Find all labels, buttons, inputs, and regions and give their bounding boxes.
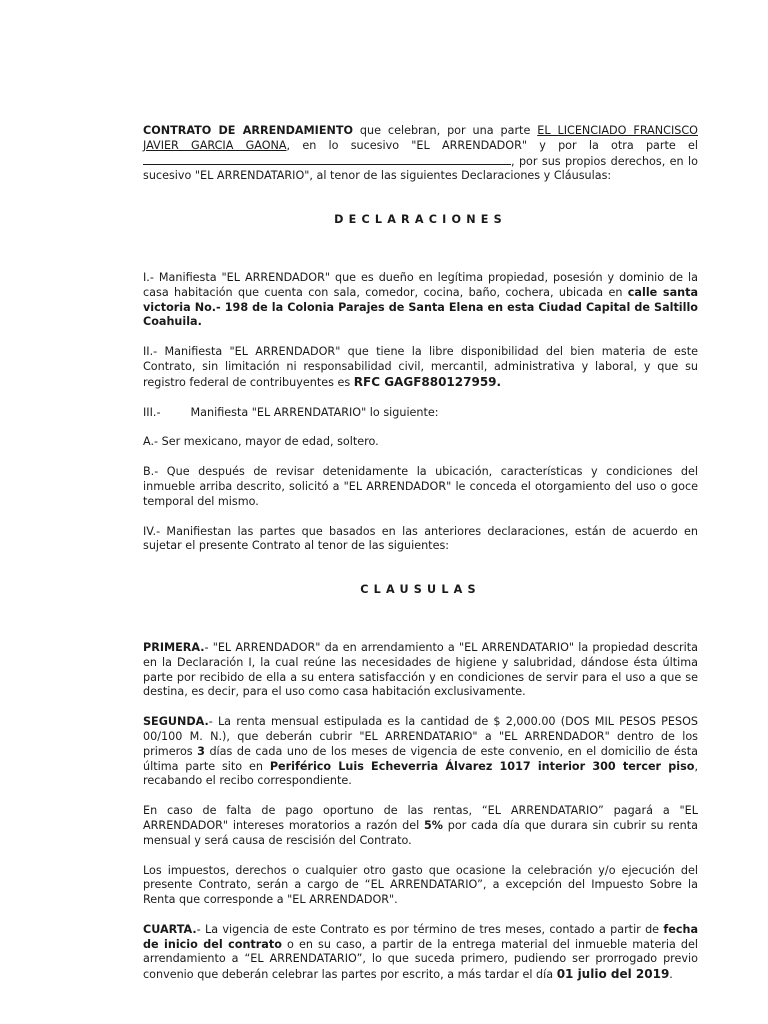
start-date-field: fecha de inicio del contrato (143, 922, 698, 951)
clausula-cuarta (143, 923, 698, 983)
taxes-paragraph: Los impuestos, derechos o cualquier otro gasto que ocasione la celebración y/o ejecución del presente Contrato, serán a cargo de “EL ARRENDATARIO”, a excepción del Impuesto Sobre la Renta que corresponde a "EL ARRENDADOR". (143, 863, 698, 907)
clausula-segunda-text-2: días de cada uno de los meses de vigencia de este convenio, en el domicilio de ésta última parte sito en (143, 744, 698, 773)
declaraciones-heading: DECLARACIONES (334, 213, 507, 227)
contract-document (143, 124, 698, 983)
rfc-value: RFC GAGF880127959. (353, 374, 502, 389)
declaracion-iii-b: B.- Que después de revisar detenidamente la ubicación, características y condiciones del inmueble arriba descrito, solicitó a "EL ARRENDADOR" le conceda el otorgamiento del uso o goce temporal del mismo. (143, 465, 698, 508)
clausula-segunda-label: SEGUNDA. (143, 715, 209, 729)
intro-text-1: que celebran, por una parte (353, 124, 538, 137)
declaracion-iii-number: III.- (143, 405, 161, 419)
clausula-segunda-text-3: , recabando el recibo correspondiente. (143, 759, 698, 788)
clausulas-heading: CLAUSULAS (360, 583, 481, 597)
clausula-primera-text: - "EL ARRENDADOR" da en arrendamiento a "EL ARRENDATARIO" la propiedad descrita en la Declaración I, la cual reúne las necesidades de higiene y salubridad, dándose ésta última parte por recibido de ella a su entera satisfacción y en condiciones de servir para el uso a que se destina, es decir, para el uso como casa habitación exclusivamente. (143, 640, 698, 699)
clausula-segunda-text-1: - La renta mensual estipulada es la cantidad de $ 2,000.00 (DOS MIL PESOS PESOS 00/100 M. N.), que deberán cubrir "EL ARRENDATARIO" a "EL ARRENDADOR" dentro de los primeros (143, 715, 698, 758)
clausula-cuarta-text-1: - La vigencia de este Contrato es por término de tres meses, contado a partir de (196, 922, 664, 936)
deadline-date: 01 julio del 2019 (556, 967, 670, 982)
property-address: calle santa victoria No.- 198 de la Colonia Parajes de Santa Elena en esta Ciudad Capital de Saltillo Coahuila. (143, 285, 698, 329)
arrendador-name: EL LICENCIADO FRANCISCO JAVIER GARCIA GAONA (143, 124, 698, 152)
clausula-cuarta-text-2: o en su caso, a partir de la entrega material del inmueble materia del arrendamiento a “EL ARRENDATARIO”, lo que suceda primero, pudiendo ser prorrogado previo convenio que deberán celebrar las partes por escrito, a más tardar el día (143, 937, 698, 982)
clausula-primera-label: PRIMERA. (143, 640, 205, 654)
late-payment-text-1: En caso de falta de pago oportuno de las rentas, “EL ARRENDATARIO” pagará a "EL ARRENDADOR" intereses moratorios a razón del (143, 804, 698, 832)
declaracion-ii (143, 345, 698, 390)
intro-text-2: , en lo sucesivo "EL ARRENDADOR" y por la otra parte el (286, 138, 698, 152)
late-payment-paragraph (143, 804, 698, 848)
late-payment-text-2: por cada día que durara sin cubrir su renta mensual y será causa de rescisión del Contrato. (143, 818, 698, 847)
declaracion-i-text: I.- Manifiesta "EL ARRENDADOR" que es dueño en legítima propiedad, posesión y dominio de la casa habitación que cuenta con sala, comedor, cocina, baño, cochera, ubicada en (143, 270, 698, 299)
clausula-segunda (143, 715, 698, 789)
arrendatario-name-blank (143, 154, 511, 165)
contract-title: CONTRATO DE ARRENDAMIENTO (143, 124, 353, 137)
payment-days: 3 (197, 744, 205, 758)
clausula-cuarta-label: CUARTA. (143, 922, 197, 936)
interest-rate: 5% (424, 818, 444, 832)
declaracion-iii-text: Manifiesta "EL ARRENDATARIO" lo siguiente: (190, 405, 439, 419)
declaracion-iv: IV.- Manifiestan las partes que basados en las anteriores declaraciones, están de acuerdo en sujetar el presente Contrato al tenor de las siguientes: (143, 524, 698, 553)
intro-paragraph (143, 124, 698, 184)
declaracion-ii-text: II.- Manifiesta "EL ARRENDADOR" que tiene la libre disponibilidad del bien materia de este Contrato, sin limitación ni responsabilidad civil, mercantil, administrativa y laboral, y que su registro federal de contribuyentes es (143, 345, 698, 389)
declaracion-i (143, 271, 698, 330)
declaracion-iii-a: A.- Ser mexicano, mayor de edad, soltero. (143, 435, 379, 449)
clausula-primera (143, 641, 698, 700)
clausula-cuarta-text-3: . (669, 968, 673, 982)
declaracion-iii (143, 406, 698, 421)
payment-address: Periférico Luis Echeverria Álvarez 1017 interior 300 tercer piso (269, 759, 695, 773)
intro-text-3: , por sus propios derechos, en lo sucesivo "EL ARRENDATARIO", al tenor de las siguientes Declaraciones y Cláusulas: (143, 154, 698, 183)
